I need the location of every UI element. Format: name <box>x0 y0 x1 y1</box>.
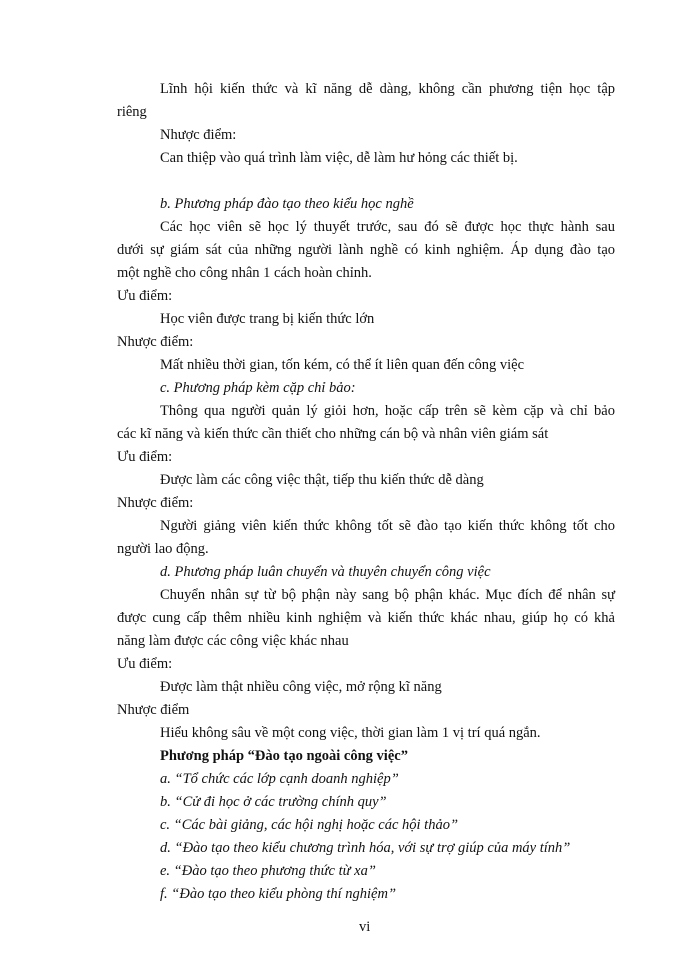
text-line: được cung cấp thêm nhiều kinh nghiệm và kiến thức khác nhau, giúp họ có khả <box>117 610 615 626</box>
text-line: Hiểu không sâu về một cong việc, thời gian làm 1 vị trí quá ngắn. <box>160 725 541 741</box>
text-line: dưới sự giám sát của những người lành nghề có kinh nghiệm. Áp dụng đào tạo <box>117 242 615 258</box>
text-line: Được làm các công việc thật, tiếp thu kiến thức dễ dàng <box>160 472 484 488</box>
list-item: a. “Tổ chức các lớp cạnh doanh nghiệp” <box>160 771 399 787</box>
text-line: Chuyển nhân sự từ bộ phận này sang bộ phận khác. Mục đích để nhân sự <box>160 587 615 603</box>
text-line: Các học viên sẽ học lý thuyết trước, sau đó sẽ được học thực hành sau <box>160 219 615 235</box>
section-heading: c. Phương pháp kèm cặp chỉ bảo: <box>160 380 356 396</box>
text-line: Ưu điểm: <box>117 449 173 465</box>
text-line: Nhược điểm: <box>117 334 194 350</box>
text-line: Lĩnh hội kiến thức và kĩ năng dễ dàng, không cần phương tiện học tập <box>160 81 615 97</box>
text-line: Ưu điểm: <box>117 288 173 304</box>
section-heading: d. Phương pháp luân chuyển và thuyên chuyển công việc <box>160 564 491 580</box>
text-line: Can thiệp vào quá trình làm việc, dễ làm hư hỏng các thiết bị. <box>160 150 518 166</box>
text-line: người lao động. <box>117 541 209 557</box>
section-heading: b. Phương pháp đào tạo theo kiểu học nghề <box>160 196 414 212</box>
list-item: f. “Đào tạo theo kiểu phòng thí nghiệm” <box>160 886 397 902</box>
list-item: d. “Đào tạo theo kiểu chương trình hóa, với sự trợ giúp của máy tính” <box>160 840 571 856</box>
text-line: các kĩ năng và kiến thức cần thiết cho những cán bộ và nhân viên giám sát <box>117 426 549 442</box>
text-line: Mất nhiều thời gian, tốn kém, có thể ít liên quan đến công việc <box>160 357 525 373</box>
text-line: Ưu điểm: <box>117 656 173 672</box>
text-line: Thông qua người quản lý giỏi hơn, hoặc cấp trên sẽ kèm cặp và chỉ bảo <box>160 403 615 419</box>
text-line: năng làm được các công việc khác nhau <box>117 633 349 649</box>
text-line: Học viên được trang bị kiến thức lớn <box>160 311 375 327</box>
text-line: riêng <box>117 104 147 120</box>
text-line: Nhược điểm: <box>117 495 194 511</box>
text-line: Nhược điểm <box>117 702 190 718</box>
text-line: Người giảng viên kiến thức không tốt sẽ đào tạo kiến thức không tốt cho <box>160 518 615 534</box>
text-line: Nhược điểm: <box>160 127 237 143</box>
list-item: e. “Đào tạo theo phương thức từ xa” <box>160 863 376 879</box>
list-item: b. “Cử đi học ở các trường chính quy” <box>160 794 387 810</box>
list-item: c. “Các bài giảng, các hội nghị hoặc các hội thảo” <box>160 817 459 833</box>
bold-heading: Phương pháp “Đào tạo ngoài công việc” <box>160 748 408 764</box>
text-line: một nghề cho công nhân 1 cách hoàn chỉnh. <box>117 265 372 281</box>
text-line: Được làm thật nhiều công việc, mở rộng kĩ năng <box>160 679 442 695</box>
page-number: vi <box>359 919 371 935</box>
